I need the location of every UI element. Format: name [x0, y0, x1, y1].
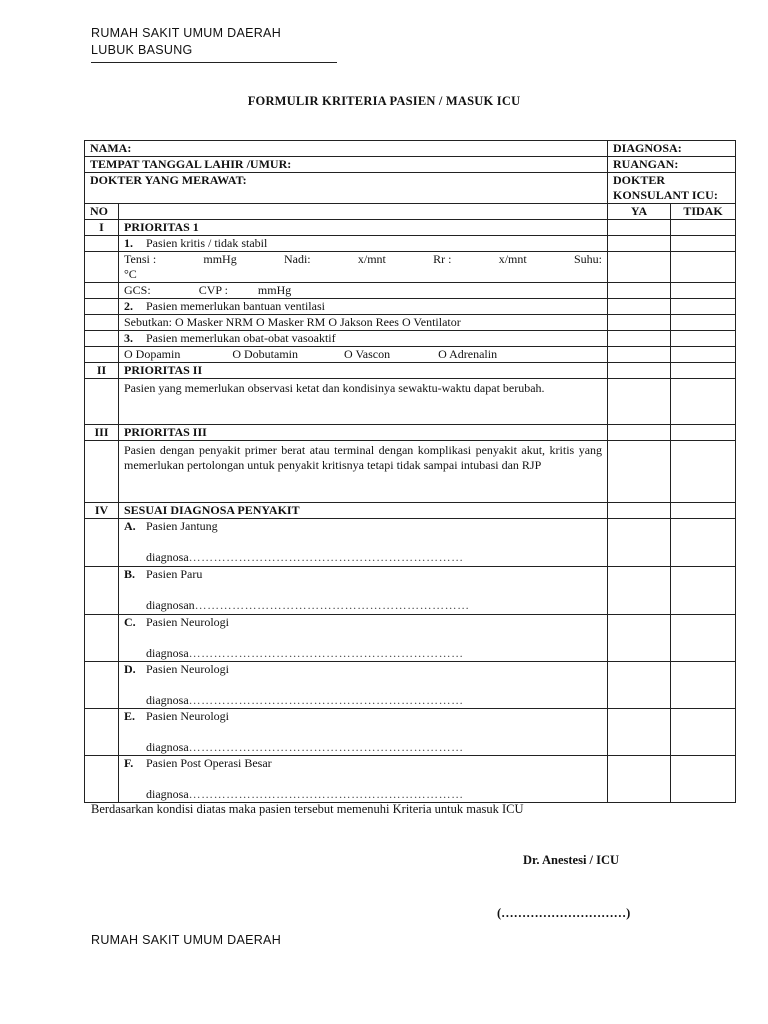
p1-item2-tidak[interactable] — [671, 299, 736, 315]
item-ya[interactable] — [608, 567, 671, 615]
empty-no-cell — [85, 299, 119, 315]
option-dopamin[interactable]: O Dopamin — [124, 347, 181, 361]
item-ya[interactable] — [608, 662, 671, 709]
gcs-label: GCS: — [124, 283, 151, 297]
p1-tidak-cell[interactable] — [671, 220, 736, 236]
p3-title: PRIORITAS III — [119, 425, 608, 441]
diagnosis-item — [119, 567, 608, 615]
diagnosis-label: diagnosa — [146, 787, 189, 801]
p1-item3 — [119, 331, 608, 347]
cvp-unit: mmHg — [257, 283, 292, 297]
p1-item3-number: 3. — [124, 331, 133, 345]
diagnosis-dotted-line[interactable]: ………………………………………………………… — [188, 646, 464, 660]
ventilation-tidak[interactable] — [671, 315, 736, 331]
col-tidak-header: TIDAK — [671, 204, 736, 220]
option-dobutamin[interactable]: O Dobutamin — [232, 347, 298, 361]
item-ya[interactable] — [608, 709, 671, 756]
gcs-ya[interactable] — [608, 283, 671, 299]
diagnosis-dotted-line[interactable]: ………………………………………………………… — [188, 693, 464, 707]
p1-item3-ya[interactable] — [608, 331, 671, 347]
item-ya[interactable] — [608, 519, 671, 567]
attending-doctor-field[interactable]: DOKTER YANG MERAWAT: — [85, 173, 608, 204]
hospital-name: RUMAH SAKIT UMUM DAERAH — [91, 26, 282, 40]
diagnosis-label: diagnosa — [146, 550, 189, 564]
gcs-tidak[interactable] — [671, 283, 736, 299]
empty-no-cell — [85, 567, 119, 615]
p4-ya-cell[interactable] — [608, 503, 671, 519]
p2-desc-ya[interactable] — [608, 379, 671, 425]
p2-tidak-cell[interactable] — [671, 363, 736, 379]
diagnosis-item — [119, 662, 608, 709]
p1-item1-number: 1. — [124, 236, 133, 250]
p1-title: PRIORITAS 1 — [119, 220, 608, 236]
footer-hospital-name: RUMAH SAKIT UMUM DAERAH — [91, 933, 282, 947]
item-letter: D. — [124, 662, 136, 676]
room-field[interactable]: RUANGAN: — [608, 157, 736, 173]
item-label: Pasien Post Operasi Besar — [146, 756, 272, 770]
item-tidak[interactable] — [671, 709, 736, 756]
signature-line[interactable]: (…………………………) — [497, 906, 631, 920]
option-vascon[interactable]: O Vascon — [344, 347, 391, 361]
empty-no-cell — [85, 379, 119, 425]
empty-no-cell — [85, 756, 119, 803]
xmnt-unit-2: x/mnt — [498, 252, 527, 266]
item-letter: F. — [124, 756, 134, 770]
item-label: Pasien Neurologi — [146, 615, 229, 629]
p2-ya-cell[interactable] — [608, 363, 671, 379]
item-label: Pasien Neurologi — [146, 709, 229, 723]
ventilation-ya[interactable] — [608, 315, 671, 331]
form-title: FORMULIR KRITERIA PASIEN / MASUK ICU — [247, 94, 521, 108]
p3-desc-ya[interactable] — [608, 441, 671, 503]
empty-no-cell — [85, 236, 119, 252]
vasoactive-tidak[interactable] — [671, 347, 736, 363]
p1-item2-number: 2. — [124, 299, 133, 313]
col-no-header: NO — [85, 204, 119, 220]
p2-desc-tidak[interactable] — [671, 379, 736, 425]
xmnt-unit: x/mnt — [357, 252, 386, 266]
empty-no-cell — [85, 252, 119, 283]
p3-desc-tidak[interactable] — [671, 441, 736, 503]
diagnosis-item — [119, 709, 608, 756]
p1-item2-label: Pasien memerlukan bantuan ventilasi — [146, 299, 325, 313]
p4-tidak-cell[interactable] — [671, 503, 736, 519]
diagnosis-dotted-line[interactable]: ………………………………………………………… — [188, 740, 464, 754]
vitals-ya[interactable] — [608, 252, 671, 283]
p4-number: IV — [85, 503, 119, 519]
empty-no-cell — [85, 331, 119, 347]
icu-consultant-field[interactable]: DOKTER KONSULANT ICU: — [608, 173, 736, 204]
p1-item2 — [119, 299, 608, 315]
nadi-label: Nadi: — [283, 252, 311, 266]
empty-no-cell — [85, 283, 119, 299]
vasoactive-options — [119, 347, 608, 363]
p1-item1 — [119, 236, 608, 252]
diagnosis-label: diagnosa — [146, 693, 189, 707]
p1-ya-cell[interactable] — [608, 220, 671, 236]
hospital-location: LUBUK BASUNG — [91, 43, 193, 57]
suhu-label: Suhu: — [573, 252, 602, 266]
p4-title: SESUAI DIAGNOSA PENYAKIT — [119, 503, 608, 519]
item-tidak[interactable] — [671, 756, 736, 803]
item-tidak[interactable] — [671, 519, 736, 567]
p3-ya-cell[interactable] — [608, 425, 671, 441]
empty-no-cell — [85, 347, 119, 363]
header-underline — [91, 62, 337, 63]
diagnosis-dotted-line[interactable]: ………………………………………………………… — [188, 550, 464, 564]
name-field[interactable]: NAMA: — [85, 141, 608, 157]
item-letter: B. — [124, 567, 136, 581]
birth-age-field[interactable]: TEMPAT TANGGAL LAHIR /UMUR: — [85, 157, 608, 173]
empty-no-cell — [85, 662, 119, 709]
p1-item1-ya[interactable] — [608, 236, 671, 252]
p1-item1-tidak[interactable] — [671, 236, 736, 252]
item-tidak[interactable] — [671, 567, 736, 615]
rr-label: Rr : — [433, 252, 452, 266]
p2-description: Pasien yang memerlukan observasi ketat dan kondisinya sewaktu-waktu dapat berubah. — [119, 379, 608, 425]
celsius-unit: °C — [124, 267, 137, 281]
p2-number: II — [85, 363, 119, 379]
option-adrenalin[interactable]: O Adrenalin — [438, 347, 498, 361]
empty-no-cell — [85, 615, 119, 662]
signature-role: Dr. Anestesi / ICU — [523, 853, 620, 867]
diagnosis-label: diagnosan — [146, 598, 195, 612]
item-letter: A. — [124, 519, 136, 533]
p1-item1-label: Pasien kritis / tidak stabil — [146, 236, 268, 250]
item-letter: C. — [124, 615, 136, 629]
conclusion-text: Berdasarkan kondisi diatas maka pasien tersebut memenuhi Kriteria untuk masuk ICU — [91, 802, 524, 816]
diagnosis-label: diagnosa — [146, 646, 189, 660]
item-tidak[interactable] — [671, 662, 736, 709]
p3-description: Pasien dengan penyakit primer berat atau terminal dengan komplikasi penyakit akut, kritis yang memerlukan pertolongan untuk penyakit kritisnya tetapi tidak sampai intubasi dan RJP — [119, 441, 608, 503]
diagnosis-label: diagnosa — [146, 740, 189, 754]
item-label: Pasien Jantung — [146, 519, 218, 533]
ventilation-options[interactable]: Sebutkan: O Masker NRM O Masker RM O Jakson Rees O Ventilator — [119, 315, 608, 331]
vitals-tidak[interactable] — [671, 252, 736, 283]
diagnosis-field[interactable]: DIAGNOSA: — [608, 141, 736, 157]
p1-number: I — [85, 220, 119, 236]
p3-number: III — [85, 425, 119, 441]
vasoactive-ya[interactable] — [608, 347, 671, 363]
empty-no-cell — [85, 315, 119, 331]
vitals-row — [124, 252, 602, 267]
p1-item3-tidak[interactable] — [671, 331, 736, 347]
item-tidak[interactable] — [671, 615, 736, 662]
diagnosis-dotted-line[interactable]: ………………………………………………………… — [188, 787, 464, 801]
empty-no-cell — [85, 519, 119, 567]
item-label: Pasien Paru — [146, 567, 203, 581]
item-label: Pasien Neurologi — [146, 662, 229, 676]
criteria-table — [84, 140, 736, 803]
tensi-label: Tensi : — [124, 252, 157, 266]
diagnosis-item — [119, 756, 608, 803]
item-ya[interactable] — [608, 615, 671, 662]
empty-no-cell — [85, 441, 119, 503]
mmhg-unit: mmHg — [203, 252, 237, 266]
item-ya[interactable] — [608, 756, 671, 803]
col-criteria-header — [119, 204, 608, 220]
col-ya-header: YA — [608, 204, 671, 220]
p2-title: PRIORITAS II — [119, 363, 608, 379]
item-letter: E. — [124, 709, 136, 723]
cvp-label: CVP : — [198, 283, 228, 297]
diagnosis-dotted-line[interactable]: ………………………………………………………… — [194, 598, 470, 612]
vitals-block — [119, 252, 608, 283]
diagnosis-item — [119, 615, 608, 662]
empty-no-cell — [85, 709, 119, 756]
diagnosis-item — [119, 519, 608, 567]
p3-tidak-cell[interactable] — [671, 425, 736, 441]
p1-item2-ya[interactable] — [608, 299, 671, 315]
gcs-row — [119, 283, 608, 299]
p1-item3-label: Pasien memerlukan obat-obat vasoaktif — [146, 331, 336, 345]
